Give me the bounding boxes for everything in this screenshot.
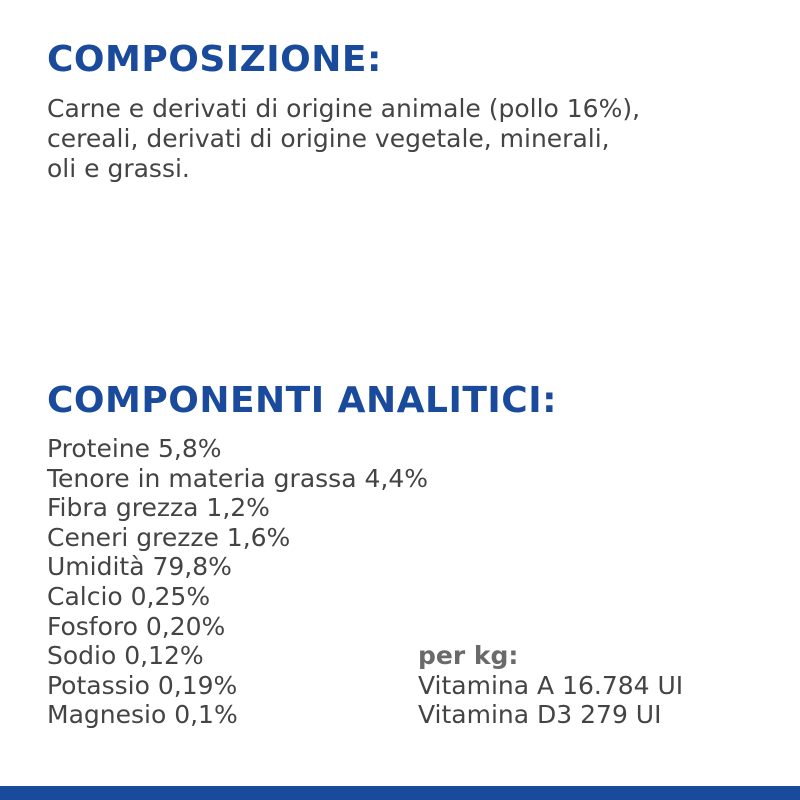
analytical-item-magnesio: Magnesio 0,1% xyxy=(47,700,238,730)
per-kg-block xyxy=(418,641,683,730)
composition-heading: COMPOSIZIONE: xyxy=(47,39,382,80)
analytical-item-fibra: Fibra grezza 1,2% xyxy=(47,493,270,523)
analytical-item-grassi: Tenore in materia grassa 4,4% xyxy=(47,463,428,493)
analytical-list xyxy=(47,434,428,730)
per-kg-label: per kg: xyxy=(418,641,519,670)
composition-line: cereali, derivati di origine vegetale, minerali, xyxy=(47,124,610,153)
vitamin-a-item: Vitamina A 16.784 UI xyxy=(418,670,684,700)
analytical-item-ceneri: Ceneri grezze 1,6% xyxy=(47,522,291,552)
vitamin-d3-item: Vitamina D3 279 UI xyxy=(418,700,662,730)
bottom-accent-bar xyxy=(0,786,800,800)
analytical-item-sodio: Sodio 0,12% xyxy=(47,641,204,671)
analytical-item-fosforo: Fosforo 0,20% xyxy=(47,611,226,641)
analytical-item-calcio: Calcio 0,25% xyxy=(47,581,211,611)
analytical-item-proteine: Proteine 5,8% xyxy=(47,434,222,463)
analytical-heading: COMPONENTI ANALITICI: xyxy=(47,380,558,421)
composition-line: Carne e derivati di origine animale (pollo 16%), xyxy=(47,94,641,123)
composition-text xyxy=(47,94,747,184)
analytical-item-umidita: Umidità 79,8% xyxy=(47,552,232,582)
analytical-item-potassio: Potassio 0,19% xyxy=(47,670,238,700)
composition-line: oli e grassi. xyxy=(47,154,190,183)
